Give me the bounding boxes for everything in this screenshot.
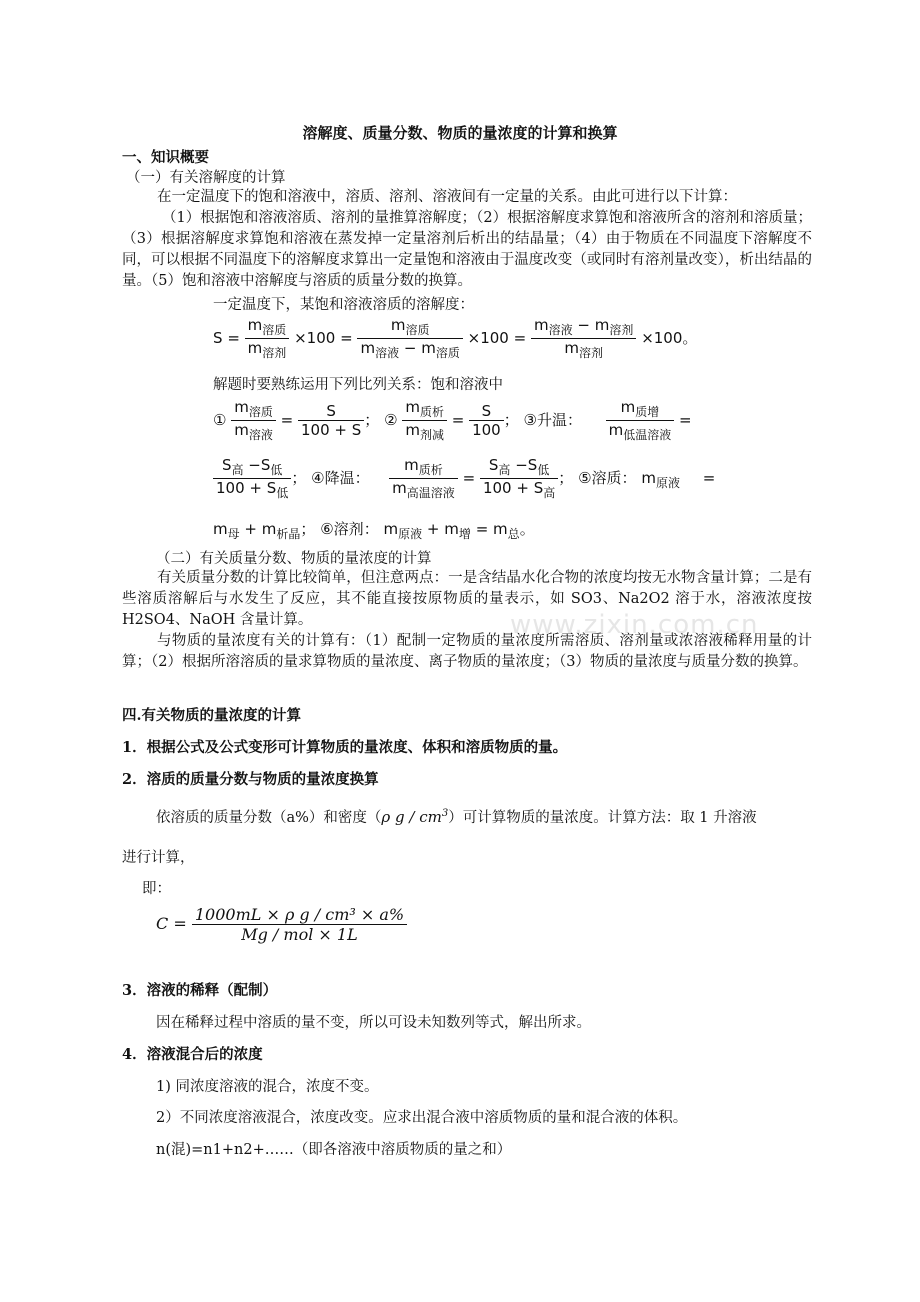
formula-concentration: C = 1000mL × ρ g / cm³ × a% Mg / mol × 1L	[156, 905, 407, 944]
item-2: 2．溶质的质量分数与物质的量浓度换算	[122, 771, 379, 788]
paragraph-same-concentration: 1) 同浓度溶液的混合，浓度不变。	[156, 1079, 379, 1095]
formula-solubility: S = $m_{溶质}$ $m_{溶剂}$ ×100 = $m_{溶质}$ $m_{溶液} - m_{溶质}$ ×100 = $m_{溶液} - m_{溶剂}$ $m_{溶剂}$ ×100。	[213, 316, 698, 360]
paragraph-mixture-formula: n(混)=n1+n2+……（即各溶液中溶质物质的量之和）	[156, 1142, 512, 1158]
watermark: www.zixin.com.cn	[510, 610, 759, 640]
item-1: 1．根据公式及公式变形可计算物质的量浓度、体积和溶质物质的量。	[122, 739, 568, 756]
namely-label: 即：	[142, 881, 171, 897]
formula-ratios-row3: $m_母 + m_{析晶}$； ⑥溶剂： $m_{原液} + m_增 = m_总$。	[213, 520, 535, 541]
document-title: 溶解度、质量分数、物质的量浓度的计算和换算	[302, 124, 618, 142]
section-heading-molarity: 四.有关物质的量浓度的计算	[122, 707, 302, 724]
section-heading-knowledge: 一、知识概要	[122, 149, 209, 166]
item-4: 4．溶液混合后的浓度	[122, 1046, 263, 1063]
subsection-solubility: （一）有关溶解度的计算	[126, 170, 286, 186]
paragraph-mass-fraction: 有关质量分数的计算比较简单，但注意两点：一是含结晶水化合物的浓度均按无水物含量计算；二是有些溶质溶解后与水发生了反应，其不能直接按原物质的量表示，如 SO3、Na2O2 溶于水，溶液浓度按 H2SO4、NaOH 含量计算。	[122, 570, 812, 628]
subsection-mass-fraction: （二）有关质量分数、物质的量浓度的计算	[156, 551, 432, 567]
formula-ratios-row1: ① $m_{溶质}$ $m_{溶液}$ = $\frac{S}{100 + S}$ ； ② $m_{质析}$ $m_{剂减}$ = $\frac{S}{100}$ ； ③升温： $m_{质增}$ $m_{低温溶液}$ =	[213, 398, 692, 442]
paragraph-solubility-definition: 一定温度下，某饱和溶液溶质的溶解度：	[213, 297, 474, 313]
paragraph-ratio-intro: 解题时要熟练运用下列比列关系：饱和溶液中	[213, 377, 503, 393]
paragraph-different-concentration: 2）不同浓度溶液混合，浓度改变。应求出混合液中溶质物质的量和混合液的体积。	[156, 1110, 688, 1126]
paragraph-conversion-cont: 进行计算，	[122, 850, 195, 866]
paragraph-dilution: 因在稀释过程中溶质的量不变，所以可设未知数列等式，解出所求。	[156, 1015, 591, 1031]
formula-ratios-row2: $S_高 -S_低$ $100 + S_低$ ； ④降温： $m_{质析}$ $m_{高温溶液}$ = $S_高 -S_低$ $100 + S_高$ ； ⑤溶质： $m_{原液}$ =	[213, 456, 715, 501]
paragraph-conversion: 依溶质的质量分数（a%）和密度（ρ g / $cm^3$）可计算物质的量浓度。计算方法：取 1 升溶液	[156, 808, 757, 826]
item-3: 3．溶液的稀释（配制）	[122, 982, 278, 999]
paragraph-solubility-calculations: （1）根据饱和溶液溶质、溶剂的量推算溶解度；（2）根据溶解度求算饱和溶液所含的溶剂和溶质量；（3）根据溶解度求算饱和溶液在蒸发掉一定量溶剂后析出的结晶量；（4）由于物质在不同温度下溶解度不同，可以根据不同温度下的溶解度求算出一定量饱和溶液由于温度改变（或同时有溶剂量改变），析出结晶的量。（5）饱和溶液中溶解度与溶质的质量分数的换算。	[122, 210, 812, 289]
paragraph-molarity-calculations: 与物质的量浓度有关的计算有：（1）配制一定物质的量浓度所需溶质、溶剂量或浓溶液稀释用量的计算；（2）根据所溶溶质的量求算物质的量浓度、离子物质的量浓度；（3）物质的量浓度与质量分数的换算。	[122, 633, 812, 670]
paragraph-solubility-intro: 在一定温度下的饱和溶液中，溶质、溶剂、溶液间有一定量的关系。由此可进行以下计算：	[157, 189, 737, 205]
